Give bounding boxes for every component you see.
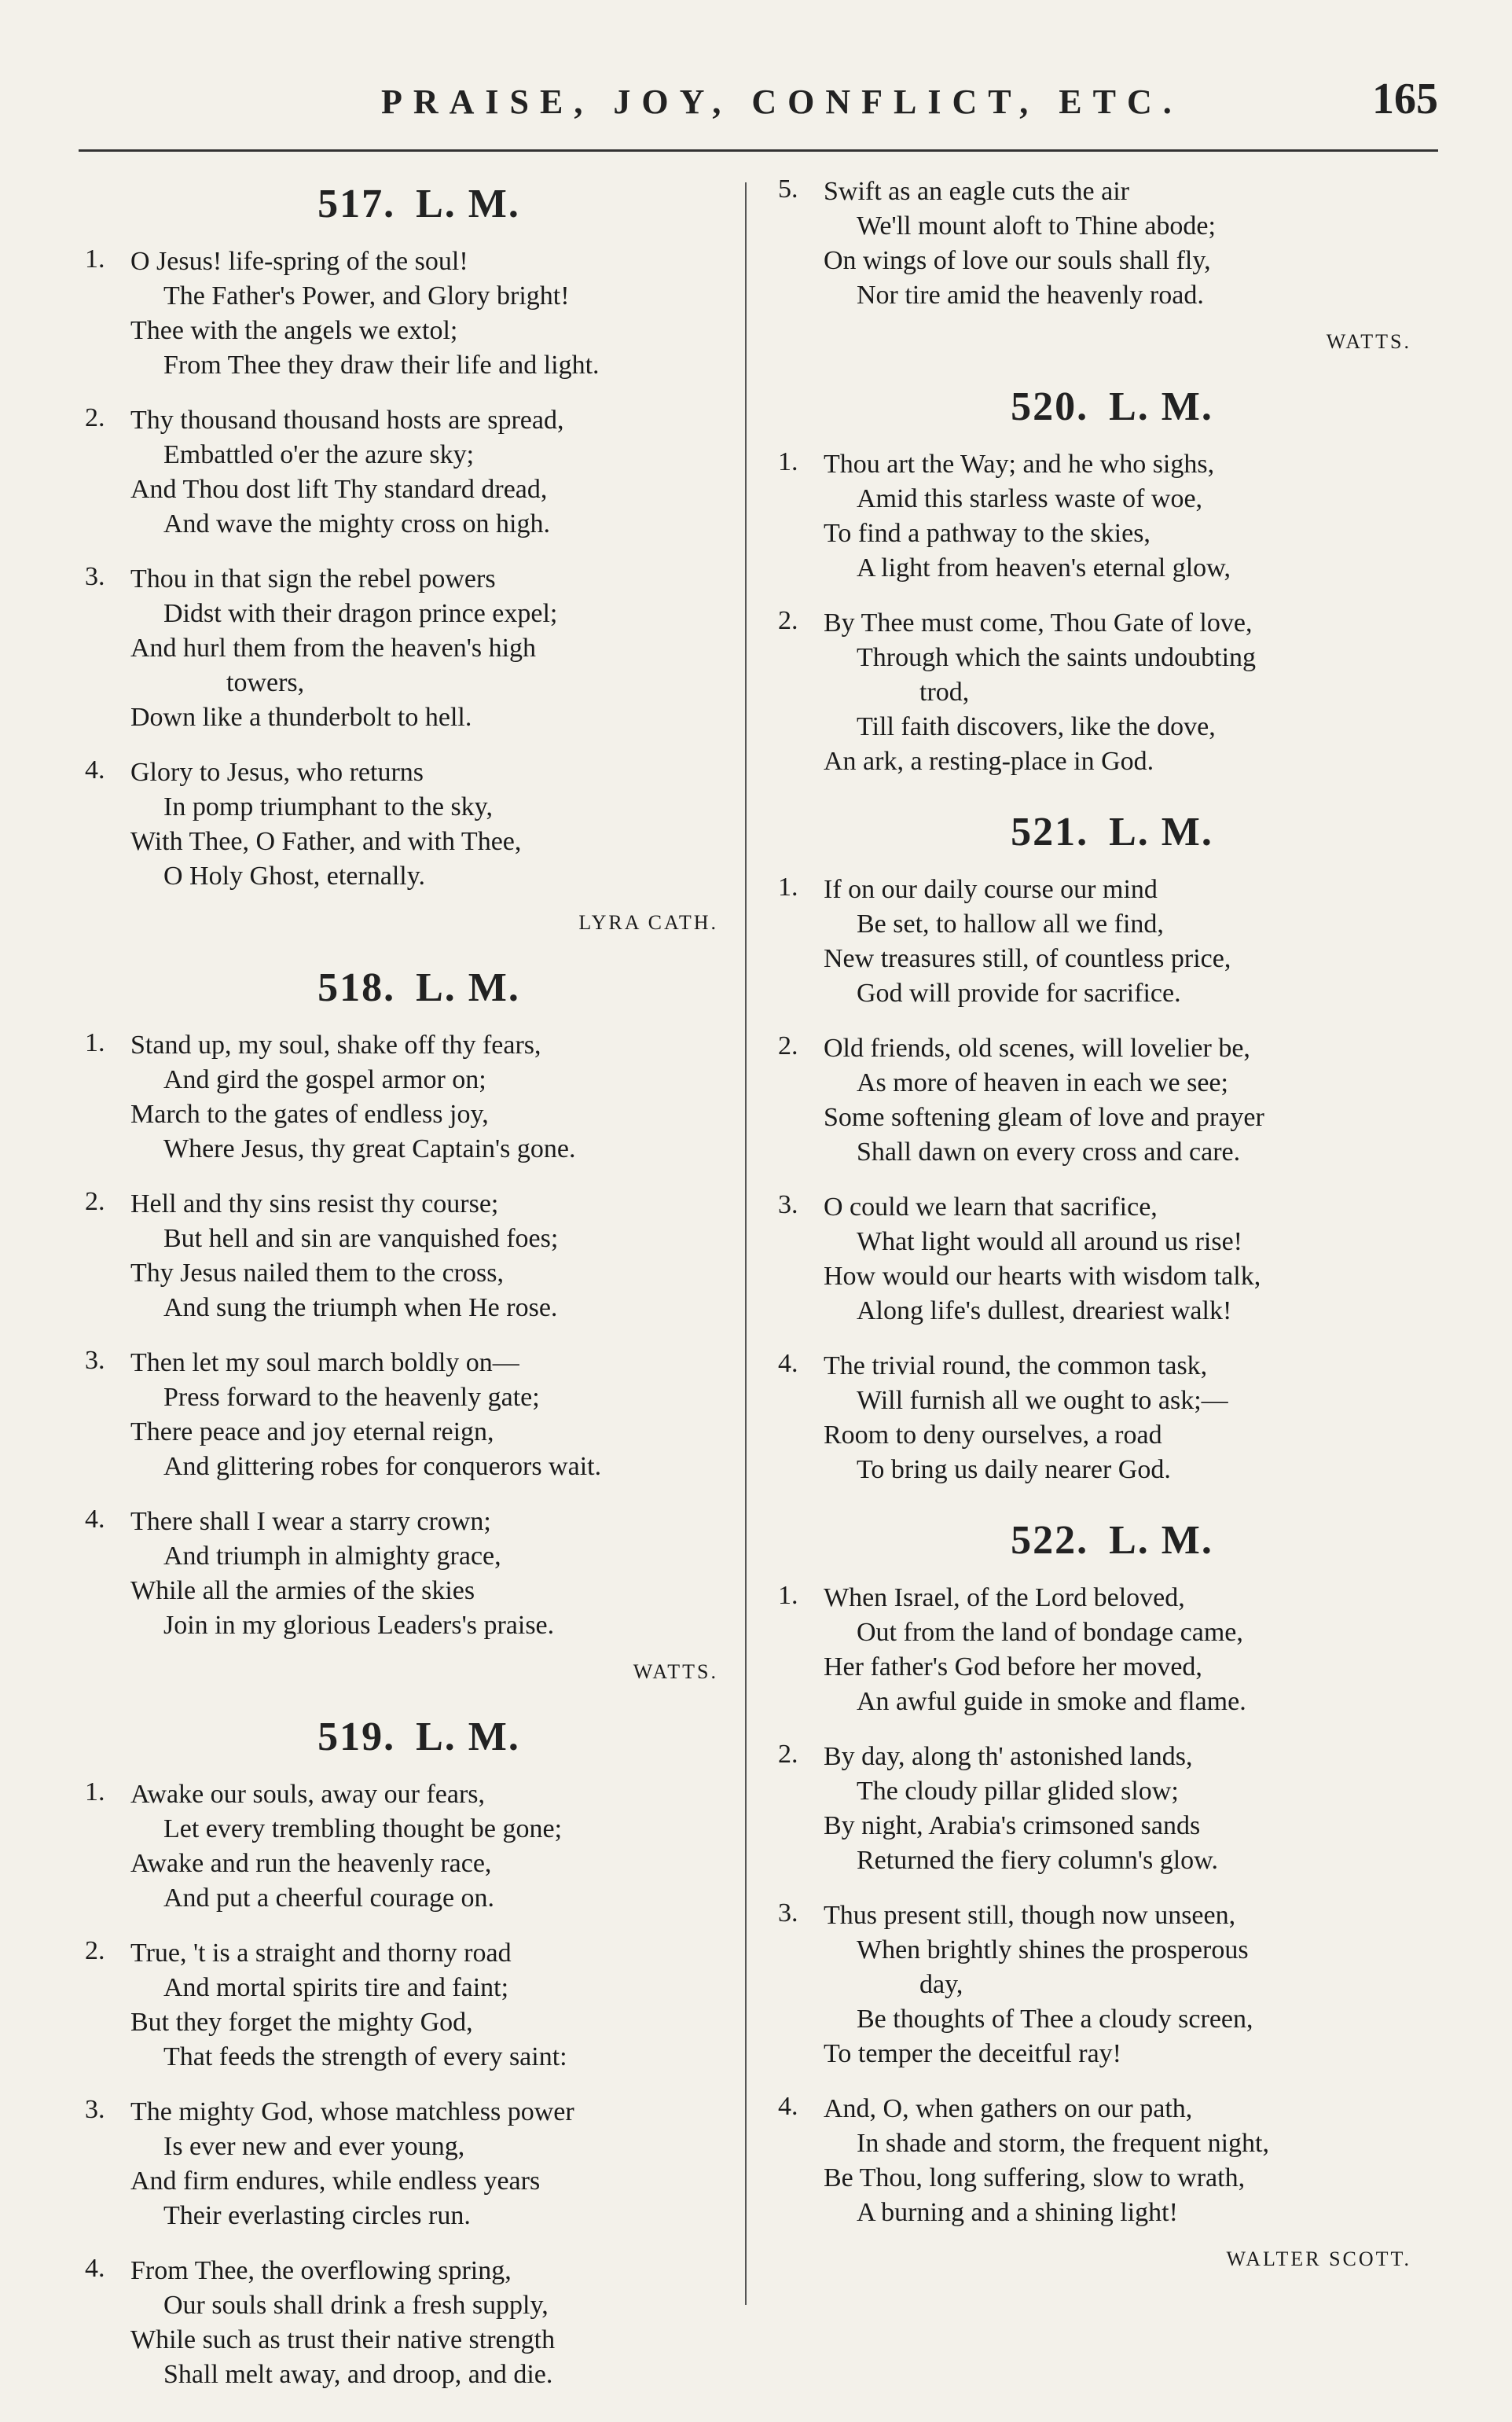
- verse-line: Is ever new and ever young,: [163, 2132, 465, 2161]
- verse-line: Thy Jesus nailed them to the cross,: [130, 1259, 504, 1288]
- verse-line: The trivial round, the common task,: [824, 1351, 1208, 1380]
- verse-line: The cloudy pillar glided slow;: [857, 1777, 1179, 1806]
- hymn-heading: [85, 181, 753, 227]
- stanza: [85, 1777, 753, 1916]
- stanza-number: 1.: [778, 873, 798, 902]
- stanza-number: 1.: [85, 1028, 105, 1057]
- hymn-number: 522.: [1011, 1518, 1089, 1563]
- verse-line: But they forget the mighty God,: [130, 2008, 473, 2037]
- verse-line: There shall I wear a starry crown;: [130, 1507, 491, 1536]
- stanza-number: 2.: [85, 403, 105, 432]
- verse-line: With Thee, O Father, and with Thee,: [130, 827, 522, 856]
- verse-line: To temper the deceitful ray!: [824, 2039, 1121, 2068]
- verse-line: The mighty God, whose matchless power: [130, 2097, 574, 2126]
- verse-line: While such as trust their native strength: [130, 2325, 556, 2354]
- verse-line: Embattled o'er the azure sky;: [163, 440, 475, 469]
- verse-line: By Thee must come, Thou Gate of love,: [824, 608, 1253, 638]
- stanza-number: 3.: [85, 2095, 105, 2124]
- hymn-number: 518.: [317, 965, 396, 1010]
- stanza: [778, 606, 1446, 779]
- verse-line: And Thou dost lift Thy standard dread,: [130, 475, 548, 504]
- hymn-heading: [778, 1517, 1446, 1564]
- hymn-heading: [85, 1714, 753, 1760]
- verse-line: In shade and storm, the frequent night,: [857, 2129, 1269, 2158]
- verse-line: To find a pathway to the skies,: [824, 519, 1151, 548]
- verse-line: By day, along th' astonished lands,: [824, 1742, 1193, 1771]
- verse-line: Nor tire amid the heavenly road.: [857, 281, 1204, 310]
- stanza: [778, 1898, 1446, 2071]
- hymn-heading: [778, 384, 1446, 430]
- verse-line: O Holy Ghost, eternally.: [163, 862, 426, 891]
- page-number: 165: [1372, 75, 1438, 123]
- hymn-meter: L. M.: [1109, 384, 1213, 429]
- stanza: [85, 2254, 753, 2392]
- stanza-number: 1.: [778, 1581, 798, 1610]
- verse-line: Be Thou, long suffering, slow to wrath,: [824, 2163, 1246, 2192]
- running-title: PRAISE, JOY, CONFLICT, ETC.: [381, 83, 1183, 121]
- verse-line: Returned the fiery column's glow.: [857, 1846, 1218, 1875]
- verse-line: When brightly shines the prosperous: [857, 1935, 1249, 1964]
- verse-line: O Jesus! life-spring of the soul!: [130, 247, 468, 276]
- verse-line: Thee with the angels we extol;: [130, 316, 458, 345]
- stanza-number: 2.: [778, 1031, 798, 1060]
- verse-line: Their everlasting circles run.: [163, 2201, 471, 2230]
- verse-line: Down like a thunderbolt to hell.: [130, 703, 472, 732]
- verse-line: Awake and run the heavenly race,: [130, 1849, 492, 1878]
- hymn: [85, 965, 753, 1684]
- verse-line: God will provide for sacrifice.: [857, 979, 1181, 1008]
- verse-line: New treasures still, of countless price,: [824, 944, 1231, 973]
- verse-line: In pomp triumphant to the sky,: [163, 792, 493, 821]
- stanza-number: 2.: [85, 1936, 105, 1965]
- stanza-number: 2.: [85, 1187, 105, 1216]
- verse-line: The Father's Power, and Glory bright!: [163, 281, 570, 311]
- verse-line: And gird the gospel armor on;: [163, 1065, 486, 1094]
- verse-line: March to the gates of endless joy,: [130, 1100, 489, 1129]
- verse-line: An ark, a resting-place in God.: [824, 747, 1154, 776]
- stanza-number: 3.: [85, 1346, 105, 1375]
- hymn-number: 519.: [317, 1715, 396, 1759]
- hymn-meter: L. M.: [416, 965, 520, 1010]
- verse-line: Thus present still, though now unseen,: [824, 1901, 1236, 1930]
- verse-line: And triumph in almighty grace,: [163, 1542, 501, 1571]
- stanza: [778, 1190, 1446, 1329]
- verse-line: If on our daily course our mind: [824, 875, 1158, 904]
- stanza-number: 3.: [85, 562, 105, 591]
- stanza: [778, 1349, 1446, 1487]
- stanza-number: 3.: [778, 1190, 798, 1219]
- author-attribution: LYRA CATH.: [578, 911, 718, 934]
- verse-line: Glory to Jesus, who returns: [130, 758, 424, 787]
- verse-line: And put a cheerful courage on.: [163, 1884, 495, 1913]
- verse-line: Awake our souls, away our fears,: [130, 1780, 486, 1809]
- stanza: [85, 2095, 753, 2233]
- hymn: [85, 181, 753, 935]
- verse-line: How would our hearts with wisdom talk,: [824, 1262, 1261, 1291]
- verse-line: Room to deny ourselves, a road: [824, 1420, 1162, 1450]
- hymn-meter: L. M.: [416, 1715, 520, 1759]
- hymn: [85, 1714, 753, 2392]
- author-attribution: WATTS.: [633, 1660, 718, 1683]
- verse-line: Stand up, my soul, shake off thy fears,: [130, 1031, 541, 1060]
- stanza-number: 2.: [778, 1740, 798, 1769]
- verse-line: What light would all around us rise!: [857, 1227, 1243, 1256]
- hymn-heading: [778, 809, 1446, 855]
- verse-line: Be set, to hallow all we find,: [857, 910, 1164, 939]
- verse-line: Till faith discovers, like the dove,: [857, 712, 1216, 741]
- verse-line: By night, Arabia's crimsoned sands: [824, 1811, 1201, 1840]
- hymn-meter: L. M.: [1109, 1518, 1213, 1563]
- stanza: [85, 1187, 753, 1325]
- verse-line: A burning and a shining light!: [857, 2198, 1178, 2227]
- verse-line: We'll mount aloft to Thine abode;: [857, 211, 1216, 241]
- verse-line: And sung the triumph when He rose.: [163, 1293, 558, 1322]
- stanza-number: 4.: [778, 2092, 798, 2121]
- stanza: [85, 1028, 753, 1167]
- page-header: [79, 71, 1438, 134]
- stanza-number: 4.: [85, 2254, 105, 2283]
- stanza: [778, 1581, 1446, 1719]
- verse-line: From Thee, the overflowing spring,: [130, 2256, 512, 2285]
- stanza-number: 1.: [85, 244, 105, 274]
- hymn: [778, 1517, 1446, 2271]
- verse-line: Join in my glorious Leaders's praise.: [163, 1611, 555, 1640]
- left-column: [85, 175, 753, 2422]
- stanza: [778, 2092, 1446, 2230]
- verse-line: Shall dawn on every cross and care.: [857, 1137, 1241, 1167]
- stanza: [85, 244, 753, 383]
- verse-line: Will furnish all we ought to ask;—: [857, 1386, 1228, 1415]
- verse-line: And, O, when gathers on our path,: [824, 2094, 1193, 2123]
- right-column: [778, 175, 1446, 2301]
- verse-line: And mortal spirits tire and faint;: [163, 1973, 509, 2002]
- verse-line: Be thoughts of Thee a cloudy screen,: [857, 2005, 1253, 2034]
- verse-line: Along life's dullest, dreariest walk!: [857, 1296, 1232, 1325]
- verse-line: Then let my soul march boldly on—: [130, 1348, 519, 1377]
- verse-line: There peace and joy eternal reign,: [130, 1417, 494, 1446]
- verse-line: Didst with their dragon prince expel;: [163, 599, 558, 628]
- verse-line: towers,: [226, 668, 305, 697]
- stanza: [85, 403, 753, 542]
- hymn-number: 517.: [317, 182, 396, 226]
- hymn-meter: L. M.: [416, 182, 520, 226]
- verse-line: From Thee they draw their life and light.: [163, 351, 600, 380]
- verse-line: Swift as an eagle cuts the air: [824, 177, 1129, 206]
- verse-line: trod,: [919, 678, 970, 707]
- verse-line: Through which the saints undoubting: [857, 643, 1257, 672]
- verse-line: That feeds the strength of every saint:: [163, 2042, 567, 2071]
- verse-line: Thou in that sign the rebel powers: [130, 564, 496, 594]
- hymn-number: 521.: [1011, 810, 1089, 854]
- stanza-number: 3.: [778, 1898, 798, 1928]
- stanza-number: 4.: [778, 1349, 798, 1378]
- stanza: [85, 562, 753, 735]
- stanza: [778, 175, 1446, 313]
- hymn: [778, 175, 1446, 354]
- verse-line: Her father's God before her moved,: [824, 1652, 1202, 1681]
- hymn-number: 520.: [1011, 384, 1089, 429]
- verse-line: And glittering robes for conquerors wait.: [163, 1452, 602, 1481]
- stanza-number: 2.: [778, 606, 798, 635]
- verse-line: Hell and thy sins resist thy course;: [130, 1189, 499, 1218]
- verse-line: An awful guide in smoke and flame.: [857, 1687, 1246, 1716]
- verse-line: day,: [919, 1970, 963, 1999]
- stanza: [778, 447, 1446, 586]
- hymn-heading: [85, 965, 753, 1011]
- hymn-meter: L. M.: [1109, 810, 1213, 854]
- verse-line: Let every trembling thought be gone;: [163, 1814, 563, 1843]
- stanza: [85, 1505, 753, 1643]
- stanza-number: 4.: [85, 1505, 105, 1534]
- verse-line: Our souls shall drink a fresh supply,: [163, 2291, 549, 2320]
- verse-line: Some softening gleam of love and prayer: [824, 1103, 1264, 1132]
- verse-line: Old friends, old scenes, will lovelier be,: [824, 1034, 1250, 1063]
- verse-line: As more of heaven in each we see;: [857, 1068, 1228, 1097]
- author-attribution: WALTER SCOTT.: [1226, 2247, 1411, 2270]
- stanza: [778, 1740, 1446, 1878]
- stanza: [778, 1031, 1446, 1170]
- verse-line: A light from heaven's eternal glow,: [857, 553, 1231, 583]
- stanza: [85, 755, 753, 894]
- verse-line: Where Jesus, thy great Captain's gone.: [163, 1134, 576, 1163]
- verse-line: When Israel, of the Lord beloved,: [824, 1583, 1185, 1612]
- verse-line: While all the armies of the skies: [130, 1576, 475, 1605]
- verse-line: On wings of love our souls shall fly,: [824, 246, 1211, 275]
- verse-line: Out from the land of bondage came,: [857, 1618, 1243, 1647]
- header-rule: [79, 149, 1438, 152]
- stanza: [778, 873, 1446, 1011]
- verse-line: And wave the mighty cross on high.: [163, 509, 550, 538]
- stanza-number: 5.: [778, 175, 798, 204]
- verse-line: Amid this starless waste of woe,: [857, 484, 1203, 513]
- verse-line: But hell and sin are vanquished foes;: [163, 1224, 559, 1253]
- verse-line: True, 't is a straight and thorny road: [130, 1939, 512, 1968]
- stanza: [85, 1346, 753, 1484]
- hymn: [778, 809, 1446, 1487]
- verse-line: Shall melt away, and droop, and die.: [163, 2360, 553, 2389]
- verse-line: Thy thousand thousand hosts are spread,: [130, 406, 564, 435]
- verse-line: And firm endures, while endless years: [130, 2167, 541, 2196]
- verse-line: Press forward to the heavenly gate;: [163, 1383, 540, 1412]
- stanza-number: 1.: [85, 1777, 105, 1806]
- hymn: [778, 384, 1446, 779]
- stanza-number: 4.: [85, 755, 105, 785]
- author-attribution: WATTS.: [1326, 330, 1411, 353]
- verse-line: To bring us daily nearer God.: [857, 1455, 1171, 1484]
- verse-line: O could we learn that sacrifice,: [824, 1193, 1158, 1222]
- stanza-number: 1.: [778, 447, 798, 476]
- verse-line: And hurl them from the heaven's high: [130, 634, 537, 663]
- stanza: [85, 1936, 753, 2075]
- verse-line: Thou art the Way; and he who sighs,: [824, 450, 1215, 479]
